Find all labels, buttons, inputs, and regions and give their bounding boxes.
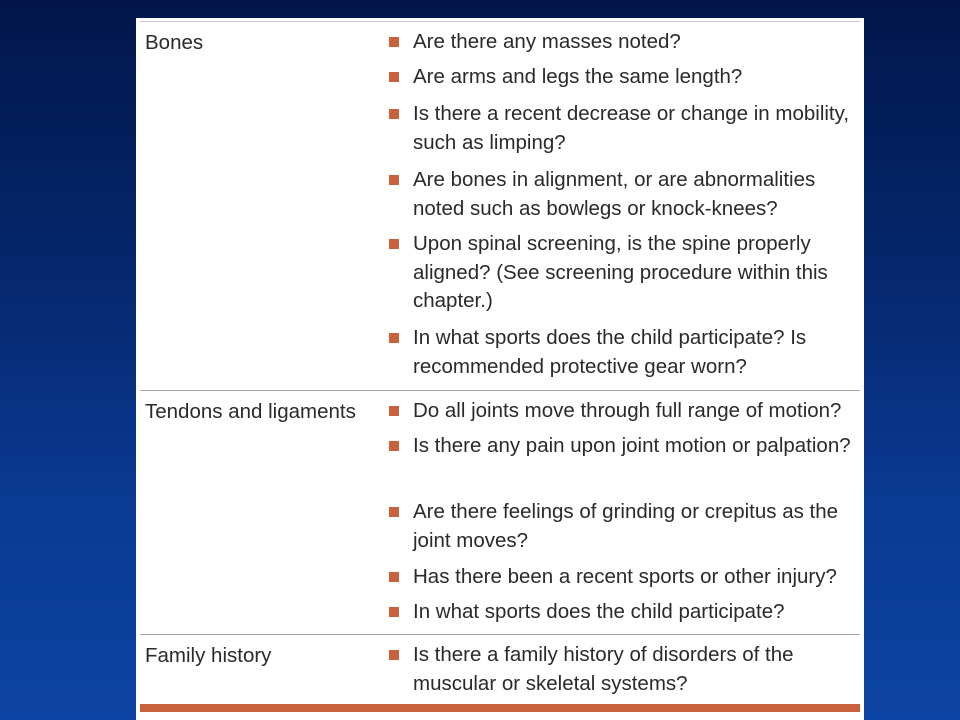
assessment-table [136, 18, 864, 720]
section-divider [140, 634, 860, 635]
category-label-bones: Bones [145, 31, 204, 54]
bullet-marker [389, 650, 399, 660]
bullet-marker [389, 239, 399, 249]
bullet-marker [389, 333, 399, 343]
bullet-marker [389, 507, 399, 517]
item-text: In what sports does the child participate? Is recommended protective gear worn? [413, 326, 807, 378]
bullet-marker [389, 406, 399, 416]
table-bottom-rule [140, 704, 860, 712]
bullet-marker [389, 572, 399, 582]
category-label-tendons-ligaments: Tendons and ligaments [145, 400, 356, 423]
category-label-family-history: Family history [145, 644, 272, 667]
item-text: Are arms and legs the same length? [413, 65, 743, 88]
item-text: Are there feelings of grinding or crepitus as the joint moves? [413, 500, 839, 552]
item-text: Is there any pain upon joint motion or palpation? [413, 434, 851, 457]
item-text: Is there a family history of disorders of the muscular or skeletal systems? [413, 643, 794, 695]
section-divider [140, 390, 860, 391]
bullet-marker [389, 109, 399, 119]
item-text: Is there a recent decrease or change in mobility, such as limping? [413, 102, 850, 154]
table-top-rule [140, 21, 860, 22]
item-text: Upon spinal screening, is the spine properly aligned? (See screening procedure within this chapter.) [413, 232, 828, 312]
item-text: Are bones in alignment, or are abnormalities noted such as bowlegs or knock-knees? [413, 168, 816, 220]
bullet-marker [389, 175, 399, 185]
bullet-marker [389, 441, 399, 451]
item-text: In what sports does the child participate? [413, 600, 785, 623]
bullet-marker [389, 37, 399, 47]
bullet-marker [389, 72, 399, 82]
item-text: Has there been a recent sports or other injury? [413, 565, 837, 588]
item-text: Are there any masses noted? [413, 30, 681, 53]
item-text: Do all joints move through full range of motion? [413, 399, 842, 422]
bullet-marker [389, 607, 399, 617]
